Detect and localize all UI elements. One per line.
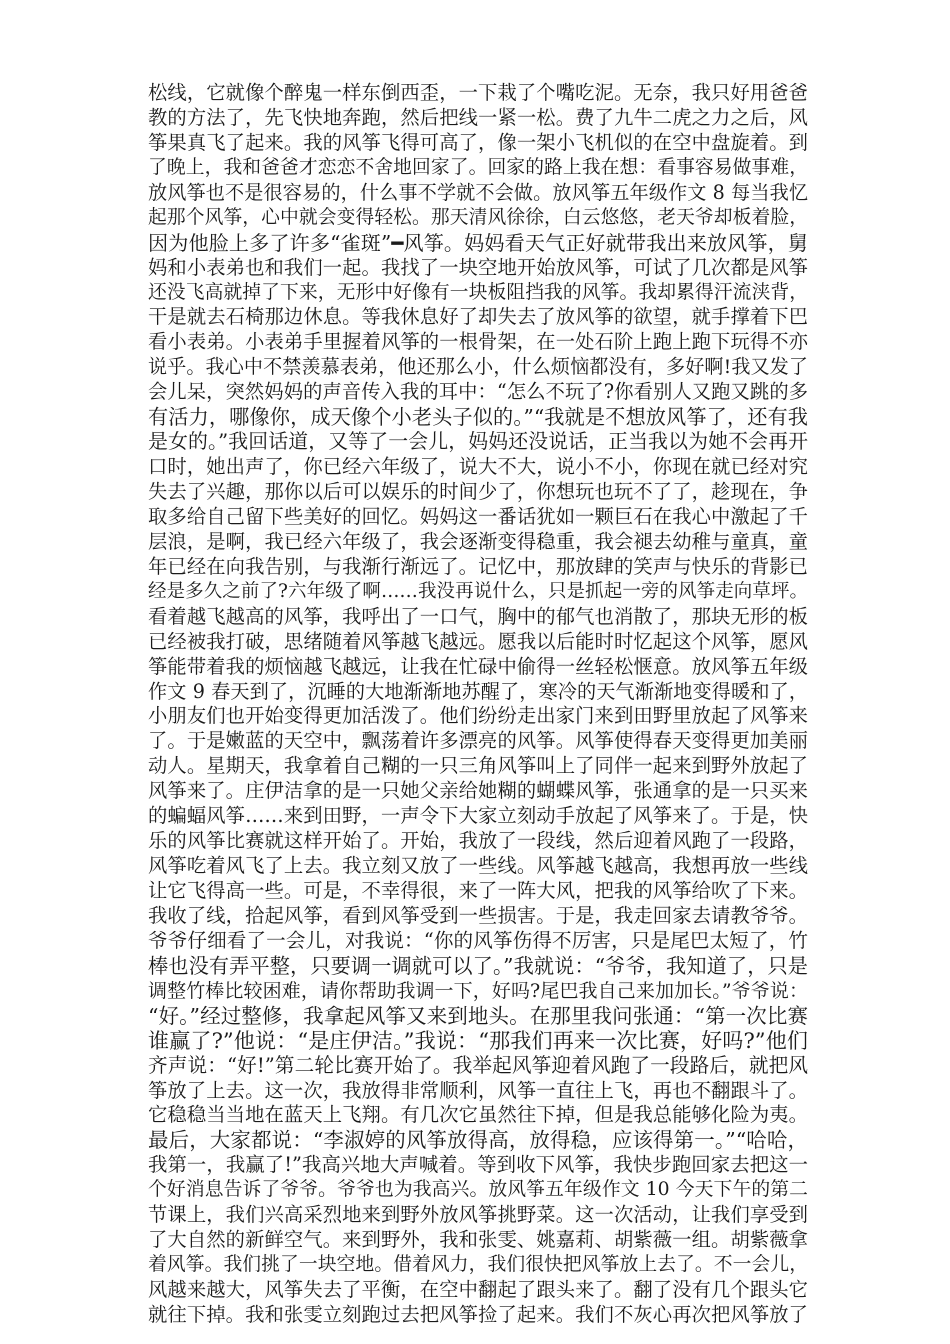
text-line: 我收了线，拾起风筝，看到风筝受到一些损害。于是，我走回家去请教爷爷。	[148, 903, 808, 927]
text-line: 了。于是嫩蓝的天空中，飘荡着许多漂亮的风筝。风筝使得春天变得更加美丽	[148, 729, 808, 753]
text-line: 齐声说：“好!”第二轮比赛开始了。我举起风筝迎着风跑了一段路后，就把风	[148, 1053, 808, 1077]
text-line: 因为他脸上多了许多“雀斑”━风筝。妈妈看天气正好就带我出来放风筝，舅	[148, 230, 808, 255]
text-line: 爷爷仔细看了一会儿，对我说：“你的风筝伤得不厉害，只是尾巴太短了，竹	[148, 928, 808, 952]
text-line: 教的方法了，先飞快地奔跑，然后把线一紧一松。费了九牛二虎之力之后，风	[148, 105, 808, 129]
essay-text	[148, 81, 808, 1328]
text-line: 筝放了上去。这一次，我放得非常顺利，风筝一直往上飞，再也不翻跟斗了。	[148, 1078, 808, 1102]
text-line: 起那个风筝，心中就会变得轻松。那天清风徐徐，白云悠悠，老天爷却板着脸，	[148, 206, 808, 228]
text-line: 让它飞得高一些。可是，不幸得很，来了一阵大风，把我的风筝给吹了下来。	[148, 879, 808, 902]
text-line: 乐的风筝比赛就这样开始了。开始，我放了一段线，然后迎着风跑了一段路，	[148, 829, 808, 853]
text-line: “好。”经过整修，我拿起风筝又来到地头。在那里我问张通：“第一次比赛	[148, 1003, 808, 1028]
text-line: 作文 9 春天到了，沉睡的大地渐渐地苏醒了，寒冷的天气渐渐地变得暖和了，	[148, 679, 808, 703]
text-line: 妈和小表弟也和我们一起。我找了一块空地开始放风筝，可试了几次都是风筝	[148, 255, 808, 279]
text-line: 干是就去石椅那边休息。等我休息好了却失去了放风筝的欲望，就手撑着下巴	[148, 305, 808, 329]
text-line: 是女的。”我回话道，又等了一会儿，妈妈还没说话，正当我以为她不会再开	[148, 430, 808, 454]
text-line: 棒也没有弄平整，只要调一调就可以了。”我就说：“爷爷，我知道了，只是	[148, 953, 808, 978]
text-line: 我第一，我赢了!”我高兴地大声喊着。等到收下风筝，我快步跑回家去把这一	[148, 1153, 808, 1177]
text-line: 说乎。我心中不禁羡慕表弟，他还那么小，什么烦恼都没有，多好啊!我又发了	[148, 355, 808, 379]
text-line: 失去了兴趣，那你以后可以娱乐的时间少了，你想玩也玩不了了，趁现在，争	[148, 480, 808, 503]
text-line: 筝能带着我的烦恼越飞越远，让我在忙碌中偷得一丝轻松惬意。放风筝五年级	[148, 654, 808, 678]
text-line: 小朋友们也开始变得更加活泼了。他们纷纷走出家门来到田野里放起了风筝来	[148, 704, 808, 728]
text-line: 了晚上，我和爸爸才恋恋不舍地回家了。回家的路上我在想：看事容易做事难，	[148, 156, 808, 178]
text-line: 还没飞高就掉了下来，无形中好像有一块板阻挡我的风筝。我却累得汗流浃背，	[148, 281, 808, 303]
text-line: 它稳稳当当地在蓝天上飞翔。有几次它虽然往下掉，但是我总能够化险为夷。	[148, 1103, 808, 1127]
text-line: 松线，它就像个醉鬼一样东倒西歪，一下栽了个嘴吃泥。无奈，我只好用爸爸	[148, 81, 808, 104]
text-line: 节课上，我们兴高采烈地来到野外放风筝挑野菜。这一次活动，让我们享受到	[148, 1203, 808, 1227]
text-line: 调整竹棒比较困难，请你帮助我调一下，好吗?尾巴我自己来加加长。”爷爷说：	[148, 979, 808, 1002]
text-line: 的蝙蝠风筝……来到田野，一声令下大家立刻动手放起了风筝来了。于是，快	[148, 804, 808, 828]
text-line: 就往下掉。我和张雯立刻跑过去把风筝捡了起来。我们不灰心再次把风筝放了	[148, 1302, 808, 1326]
text-line: 个好消息告诉了爷爷。爷爷也为我高兴。放风筝五年级作文 10 今天下午的第二	[148, 1179, 808, 1201]
text-line: 最后，大家都说：“李淑婷的风筝放得高，放得稳，应该得第一。”“哈哈，	[148, 1128, 808, 1153]
text-line: 取多给自己留下些美好的回忆。妈妈这一番话犹如一颗巨石在我心中激起了千	[148, 504, 808, 528]
text-line: 已经被我打破，思绪随着风筝越飞越远。愿我以后能时时忆起这个风筝，愿风	[148, 629, 808, 653]
text-line: 放风筝也不是很容易的，什么事不学就不会做。放风筝五年级作文 8 每当我忆	[148, 180, 808, 204]
text-line: 了大自然的新鲜空气。来到野外，我和张雯、姚嘉莉、胡紫薇一组。胡紫薇拿	[148, 1228, 808, 1252]
text-line: 风筝吃着风飞了上去。我立刻又放了一些线。风筝越飞越高，我想再放一些线	[148, 854, 808, 878]
text-line: 谁赢了?”他说：“是庄伊洁。”我说：“那我们再来一次比赛，好吗?”他们	[148, 1027, 808, 1053]
text-line: 看小表弟。小表弟手里握着风筝的一根骨架，在一处石阶上跑上跑下玩得不亦	[148, 330, 808, 354]
text-line: 筝果真飞了起来。我的风筝飞得可高了，像一架小飞机似的在空中盘旋着。到	[148, 130, 808, 154]
text-line: 有活力，哪像你，成天像个小老头子似的。”“我就是不想放风筝了，还有我	[148, 405, 808, 430]
text-line: 年已经在向我告别，与我渐行渐远了。记忆中，那放肆的笑声与快乐的背影已	[148, 554, 808, 578]
text-line: 动人。星期天，我拿着自己糊的一只三角风筝叫上了同伴一起来到野外放起了	[148, 754, 808, 778]
text-line: 风越来越大，风筝失去了平衡，在空中翻起了跟头来了。翻了没有几个跟头它	[148, 1278, 808, 1301]
text-line: 看着越飞越高的风筝，我呼出了一口气，胸中的郁气也消散了，那块无形的板	[148, 604, 808, 628]
text-line: 层浪，是啊，我已经六年级了，我会逐渐变得稳重，我会褪去幼稚与童真，童	[148, 529, 808, 553]
text-line: 经是多久之前了?六年级了啊……我没再说什么，只是抓起一旁的风筝走向草坪。	[148, 580, 808, 602]
text-line: 风筝来了。庄伊洁拿的是一只她父亲给她糊的蝴蝶风筝，张通拿的是一只买来	[148, 779, 808, 803]
text-line: 会儿呆，突然妈妈的声音传入我的耳中：“怎么不玩了?你看别人又跑又跳的多	[148, 380, 808, 404]
text-line: 着风筝。我们挑了一块空地。借着风力，我们很快把风筝放上去了。不一会儿，	[148, 1254, 808, 1276]
text-line: 口时，她出声了，你已经六年级了，说大不大，说小不小，你现在就已经对究	[148, 455, 808, 479]
